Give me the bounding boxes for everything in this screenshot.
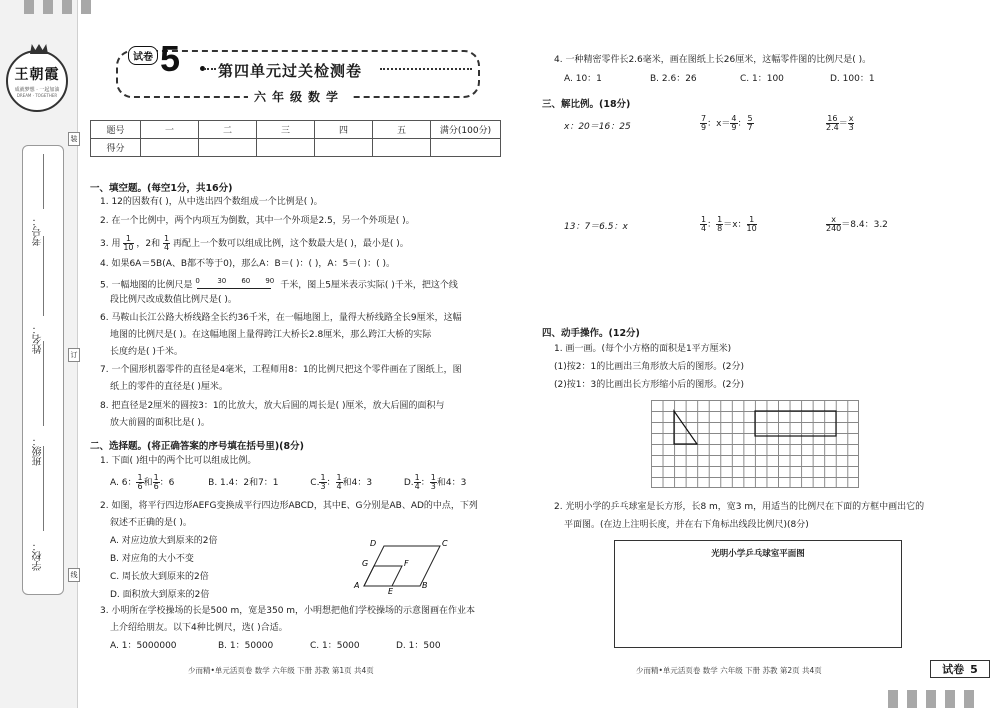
q-text: ：: [420, 478, 430, 488]
denominator: 240: [826, 224, 842, 233]
fraction: [747, 216, 757, 233]
denominator: 2.4: [826, 123, 839, 132]
question-1-3: [100, 235, 409, 252]
score-row: [91, 139, 501, 157]
q-text: 和4：3: [342, 478, 373, 488]
score-cell[interactable]: [141, 139, 199, 157]
page-badge-label: 试卷: [942, 663, 965, 676]
label-a: A: [354, 581, 360, 590]
score-cell[interactable]: [257, 139, 315, 157]
numerator: 1: [320, 473, 326, 482]
question-1-5: [100, 279, 458, 292]
class-label: 班级：: [33, 436, 44, 466]
label-e: E: [388, 587, 394, 594]
parallelogram-aefg: [364, 566, 402, 586]
q-text: A. 6：: [110, 478, 137, 488]
equation-4: 13：7＝6.5：x: [564, 222, 628, 232]
question-2-2-cont: 叙述不正确的是( )。: [110, 518, 192, 528]
equation-1: x：20＝16：25: [564, 122, 631, 132]
floor-plan-title: 光明小学乒乓球室平面图: [711, 549, 805, 559]
q-text: C.: [310, 478, 320, 488]
grid-shapes: [651, 400, 861, 490]
question-2-4: 4. 一种精密零件长2.6毫米，画在图纸上长26厘米，这幅零件图的比例尺是( )。: [554, 55, 872, 65]
score-table: [90, 120, 501, 157]
score-header-row: [91, 121, 501, 139]
score-header: 五: [373, 121, 431, 139]
exam-badge: 试卷: [128, 46, 158, 65]
scale-bar: [197, 288, 271, 289]
question-1-4: 4. 如果6A＝5B(A、B都不等于0)，那么A：B＝( )：( )，A：5＝( )：( )。: [100, 259, 396, 269]
equation-2: [700, 115, 754, 132]
score-header: 题号: [91, 121, 141, 139]
option-a: A. 10：1: [564, 74, 602, 84]
denominator: 4: [336, 482, 342, 491]
numerator: 1: [336, 473, 342, 482]
numerator: 1: [430, 473, 436, 482]
score-row-label: 得分: [91, 139, 141, 157]
equation-6: [826, 216, 888, 233]
denominator: 8: [717, 224, 723, 233]
score-cell[interactable]: [373, 139, 431, 157]
numerator: x: [826, 216, 841, 225]
score-header: 一: [141, 121, 199, 139]
top-decor-bars: [24, 0, 91, 14]
logo-sub: DREAM · TOGETHER: [16, 93, 58, 98]
question-1-7: 7. 一个圆形机器零件的直径是4毫米，工程师用8：1的比例尺把这个零件画在了图纸上，图: [100, 365, 462, 375]
denominator: 6: [137, 482, 143, 491]
numerator: 4: [731, 114, 737, 123]
q-text: ：6: [159, 478, 175, 488]
denominator: 9: [701, 123, 707, 132]
page-badge: [930, 660, 990, 678]
q-text: B. 1.4：2和7：1: [208, 478, 279, 488]
denominator: 4: [701, 224, 707, 233]
label-d: D: [370, 539, 377, 548]
question-1-2: 2. 在一个比例中，两个内项互为倒数，其中一个外项是2.5，另一个外项是( )。: [100, 216, 415, 226]
fold-mark-2: 订: [68, 348, 80, 362]
label-g: G: [362, 559, 369, 568]
numerator: 1: [717, 215, 723, 224]
id-label: 考号：: [33, 216, 44, 246]
numerator: 16: [827, 114, 838, 123]
q-text: 和: [143, 478, 153, 488]
title-rule-left: [204, 68, 216, 70]
equation-3: [826, 115, 854, 132]
q-text: ：: [707, 220, 717, 230]
option-b: B. 对应角的大小不变: [110, 554, 194, 564]
question-1-5-cont: 段比例尺改成数值比例尺是( )。: [110, 295, 237, 305]
school-label: 学校：: [33, 541, 44, 571]
numerator: 7: [701, 114, 707, 123]
option-b: B. 1：50000: [218, 641, 274, 651]
denominator: 3: [320, 482, 326, 491]
numerator: 1: [153, 473, 159, 482]
denominator: 4: [414, 482, 420, 491]
question-1-8: 8. 把直径是2厘米的圆按3：1的比放大，放大后圆的周长是( )厘米，放大后圆的面积与: [100, 401, 445, 411]
q-text: ：: [737, 119, 747, 129]
denominator: 3: [430, 482, 436, 491]
option-d: D. 面积放大到原来的2倍: [110, 590, 210, 600]
q-text: D.: [403, 478, 414, 488]
numerator: 1: [747, 216, 757, 225]
floor-plan-box[interactable]: [614, 540, 902, 648]
fraction: [414, 474, 421, 491]
denominator: 10: [746, 224, 757, 233]
section-4-title: 四、动手操作。(12分): [542, 328, 640, 339]
section-3-title: 三、解比例。(18分): [542, 99, 631, 110]
question-1-6-cont: 地图的比例尺是( )。在这幅地图上量得跨江大桥长2.8厘米，那么跨江大桥的实际: [110, 330, 432, 340]
triangle-shape: [674, 411, 697, 444]
question-1-6: 6. 马鞍山长江公路大桥线路全长约36千米，在一幅地图上，量得大桥线路全长9厘米，这幅: [100, 313, 462, 323]
question-1-7-cont: 纸上的零件的直径是( )厘米。: [110, 382, 228, 392]
denominator: 7: [747, 123, 753, 132]
question-2-1-options: [110, 474, 466, 491]
score-header: 满分(100分): [431, 121, 501, 139]
q-text: 和4：3: [436, 478, 467, 488]
fraction: [848, 115, 855, 132]
bottom-decor-bars: [888, 690, 974, 708]
denominator: 4: [164, 243, 170, 252]
task-1-1: (1)按2：1的比画出三角形放大后的图形。(2分): [554, 362, 744, 372]
q-text: 千米，图上5厘米表示实际( )千米，把这个线: [280, 280, 458, 291]
label-f: F: [404, 559, 409, 568]
option-d: D. 100：1: [830, 74, 875, 84]
line-scale: [195, 279, 277, 291]
equation-5: [700, 216, 757, 233]
denominator: 10: [123, 243, 134, 252]
section-2-title: 二、选择题。(将正确答案的序号填在括号里)(8分): [90, 441, 304, 452]
label-c: C: [442, 539, 448, 548]
parallelogram-figure: [350, 538, 450, 594]
fraction: [747, 115, 754, 132]
score-cell[interactable]: [199, 139, 257, 157]
q-text: 5. 一幅地图的比例尺是: [100, 280, 193, 291]
fraction: [826, 115, 839, 132]
name-label: 姓名：: [33, 324, 44, 354]
logo-name: 王朝霞: [14, 67, 60, 83]
numerator: 1: [701, 215, 707, 224]
fraction: [163, 235, 170, 252]
fraction: [153, 474, 160, 491]
numerator: 1: [137, 473, 143, 482]
score-header: 四: [315, 121, 373, 139]
footer-left: 少而精•单元活页卷 数学 六年级 下册 苏教 第1页 共4页: [188, 666, 374, 675]
fold-mark-1: 装: [68, 132, 80, 146]
fraction: [336, 474, 343, 491]
task-1-2: (2)按1：3的比画出长方形缩小后的图形。(2分): [554, 380, 744, 390]
numerator: 1: [164, 234, 170, 243]
name-line[interactable]: [43, 236, 44, 316]
question-1-6-cont2: 长度约是( )千米。: [110, 347, 183, 357]
q-text: ＝: [838, 119, 848, 129]
score-header: 三: [257, 121, 315, 139]
q-text: ＝8.4：3.2: [841, 220, 888, 230]
section-1-title: 一、填空题。(每空1分，共16分): [90, 183, 233, 194]
q-text: 3. 用: [100, 239, 121, 249]
fraction: [136, 474, 143, 491]
fraction: [826, 216, 841, 233]
fraction: [319, 474, 326, 491]
option-c: C. 周长放大到原来的2倍: [110, 572, 209, 582]
logo-tag: 成就梦想 · 一起加油: [14, 87, 60, 93]
denominator: 6: [153, 482, 159, 491]
option-a: A. 对应边放大到原来的2倍: [110, 536, 218, 546]
q-text: ：x＝: [707, 119, 731, 129]
scale-tick: 60: [241, 277, 251, 285]
fold-mark-3: 线: [68, 568, 80, 582]
question-2-3-cont: 上介绍给朋友。以下4种比例尺，选( )合适。: [110, 623, 288, 633]
denominator: 9: [731, 123, 737, 132]
task-2-cont: 平面图。(在边上注明长度，并在右下角标出线段比例尺)(8分): [564, 520, 809, 530]
fraction: [430, 474, 437, 491]
question-2-3: 3. 小明所在学校操场的长是500 m，宽是350 m，小明想把他们学校操场的示意图画在作业本: [100, 606, 476, 616]
option-c: C. 1：100: [740, 74, 784, 84]
question-1-1: 1. 12的因数有( )，从中选出四个数组成一个比例是( )。: [100, 197, 323, 207]
score-header: 二: [199, 121, 257, 139]
publisher-logo: [6, 50, 68, 112]
scale-tick: 0: [195, 277, 200, 285]
numerator: 5: [747, 114, 753, 123]
q-text: ，2和: [136, 239, 161, 249]
student-info-box: [22, 145, 64, 595]
id-line[interactable]: [43, 154, 44, 209]
label-b: B: [422, 581, 428, 590]
question-1-8-cont: 放大前圆的面积比是( )。: [110, 418, 210, 428]
option-c: C. 1：5000: [310, 641, 360, 651]
fraction: [123, 235, 133, 252]
option-a: A. 1：5000000: [110, 641, 177, 651]
rectangle-shape: [755, 411, 836, 436]
q-text: ＝x：: [723, 220, 747, 230]
task-1: 1. 画一画。(每个小方格的面积是1平方厘米): [554, 344, 732, 354]
footer-right: 少而精•单元活页卷 数学 六年级 下册 苏教 第2页 共4页: [636, 666, 822, 675]
score-cell[interactable]: [315, 139, 373, 157]
page-title: 第四单元过关检测卷: [218, 62, 363, 80]
denominator: 3: [848, 123, 854, 132]
q-text: 再配上一个数可以组成比例，这个数最大是( )，最小是( )。: [172, 239, 409, 249]
option-d: D. 1：500: [396, 641, 441, 651]
question-2-2: 2. 如图，将平行四边形AEFG变换成平行四边形ABCD，其中E、G分别是AB、AD的中点，下列: [100, 501, 478, 511]
scale-tick: 90: [265, 277, 275, 285]
numerator: 1: [414, 473, 420, 482]
page-badge-number: 5: [970, 662, 978, 676]
numerator: 1: [123, 235, 133, 244]
task-2: 2. 光明小学的乒乓球室是长方形，长8 m，宽3 m，用适当的比例尺在下面的方框中画出它的: [554, 502, 925, 512]
numerator: x: [848, 114, 854, 123]
score-cell[interactable]: [431, 139, 501, 157]
q-text: ：: [326, 478, 336, 488]
question-2-1: 1. 下面( )组中的两个比可以组成比例。: [100, 456, 257, 466]
scale-tick: 30: [217, 277, 227, 285]
page-subtitle: 六年级数学: [248, 88, 350, 105]
title-rule-right: [380, 68, 472, 70]
fraction: [730, 115, 737, 132]
exam-number: 5: [160, 38, 181, 79]
option-b: B. 2.6：26: [650, 74, 697, 84]
